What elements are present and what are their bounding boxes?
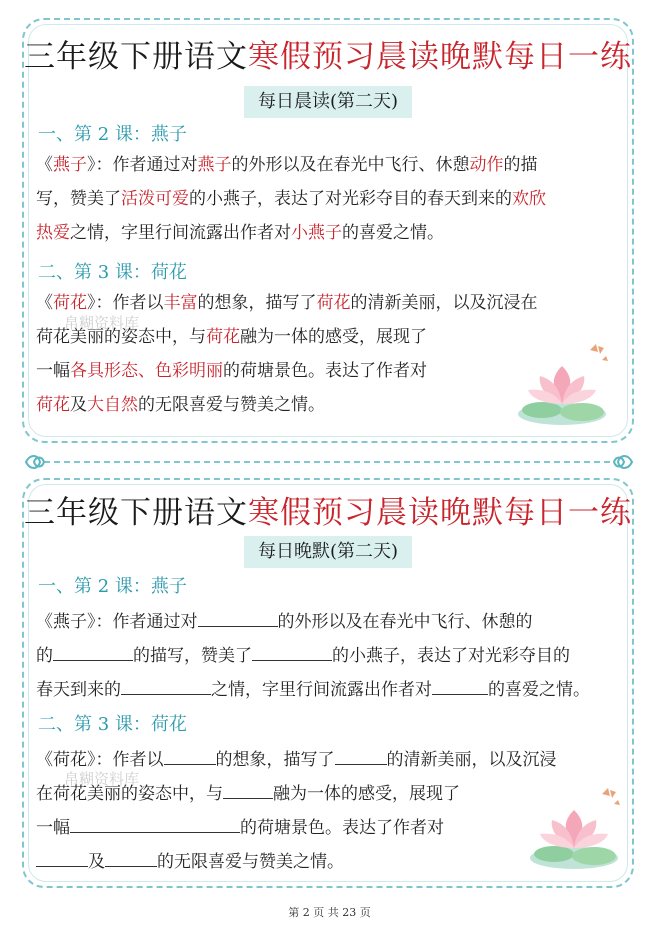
section-divider [22,452,636,472]
evening-dictation-card [22,478,634,888]
title-black-part: 三年级下册语文 [24,495,248,531]
text-segment: 《荷花》：作者以 [36,750,164,770]
subtitle: 每日晨读(第二天) [244,86,412,118]
page-footer: 第 2 页 共 23 页 [288,906,371,919]
text-segment: 的小燕子，表达了对光彩夺目的春天到来的 [189,189,512,209]
text-segment: 的描 [503,155,538,175]
text-segment: 的外形以及在春光中飞行、休憩 [231,155,470,175]
highlighted-keyword: 动作 [469,155,504,175]
fill-in-blank[interactable] [252,638,332,661]
watermark-text: 帛糊资料库 [64,314,140,332]
paragraph-line [36,638,626,672]
text-segment: 》：作者通过对 [87,155,198,175]
text-segment: 之情，字里行间流露出作者对 [211,680,432,700]
text-segment: 的清新美丽，以及沉浸在 [350,293,538,313]
text-segment: 的荷塘景色。表达了作者对 [240,818,444,838]
highlighted-keyword: 荷花 [316,293,351,313]
text-segment: 的小燕子，表达了对光彩夺目的 [332,646,570,666]
text-segment: 《燕子》：作者通过对 [36,612,198,632]
text-segment: 的描写，赞美了 [133,646,252,666]
highlighted-keyword: 燕子 [197,155,232,175]
lesson-2-paragraph [36,148,626,250]
highlighted-keyword: 荷花 [206,327,240,347]
subtitle: 每日晚默(第二天) [244,536,412,568]
text-segment: 的荷塘景色。表达了作者对 [223,361,427,381]
page-title [24,490,632,536]
text-segment: 的喜爱之情。 [342,223,444,243]
highlighted-keyword: 丰富 [163,293,198,313]
fill-in-blank[interactable] [53,638,133,661]
text-segment: 在荷花美丽的姿态中，与 [36,784,223,804]
title-red-part: 寒假预习晨读晚默每日一练 [248,39,632,75]
text-segment: 及 [88,852,105,872]
fill-in-blank[interactable] [223,776,273,799]
text-segment: 的想象，描写了 [215,750,335,770]
subtitle-wrap [24,86,632,118]
lesson-3-heading: 二、第 3 课：荷花 [38,262,187,283]
title-red-part: 寒假预习晨读晚默每日一练 [248,495,632,531]
lesson-2-heading: 一、第 2 课：燕子 [38,576,187,597]
text-segment: 一幅 [36,818,70,838]
highlighted-keyword: 欢欣 [512,189,546,209]
title-black-part: 三年级下册语文 [24,39,248,75]
highlighted-keyword: 热爱 [36,223,70,243]
highlighted-keyword: 荷花 [53,293,87,313]
text-segment: 之情，字里行间流露出作者对 [70,223,291,243]
text-segment: 的无限喜爱与赞美之情。 [138,395,325,415]
text-segment: 融为一体的感受，展现了 [240,327,427,347]
highlighted-keyword: 燕子 [53,155,87,175]
text-segment: 的清新美丽，以及沉浸 [386,750,557,770]
text-segment: 《 [36,155,53,175]
highlighted-keyword: 荷花 [36,395,70,415]
lesson-2-heading: 一、第 2 课：燕子 [38,124,187,145]
page-title [24,34,632,80]
text-segment: 的外形以及在春光中飞行、休憩的 [277,612,533,632]
paragraph-line [36,182,626,216]
paragraph-line [36,604,626,638]
lotus-illustration-icon [524,782,624,872]
text-segment: 及 [70,395,87,415]
highlighted-keyword: 大自然 [87,395,138,415]
watermark-text: 帛糊资料库 [64,770,140,788]
highlighted-keyword: 活泼可爱 [121,189,189,209]
text-segment: 一幅 [36,361,70,381]
text-segment: 的 [36,646,53,666]
highlighted-keyword: 小燕子 [291,223,342,243]
text-segment: 荷花美丽的姿态中，与 [36,327,206,347]
fill-in-blank[interactable] [164,742,216,765]
paragraph-line [36,216,626,250]
paragraph-line [36,148,626,182]
fill-in-blank[interactable] [36,844,88,867]
paragraph-line [36,672,626,706]
fill-in-blank[interactable] [335,742,387,765]
fill-in-blank[interactable] [198,604,278,627]
text-segment: 的无限喜爱与赞美之情。 [157,852,344,872]
highlighted-keyword: 各具形态、色彩明丽 [70,361,223,381]
morning-reading-card [22,18,634,443]
text-segment: 写，赞美了 [36,189,121,209]
lesson-2-paragraph [36,604,626,706]
text-segment: 的喜爱之情。 [488,680,590,700]
lotus-illustration-icon [512,338,612,428]
text-segment: 春天到来的 [36,680,121,700]
fill-in-blank[interactable] [70,810,240,833]
text-segment: 的想象，描写了 [197,293,317,313]
lesson-3-heading: 二、第 3 课：荷花 [38,714,187,735]
text-segment: 》：作者以 [87,293,164,313]
fill-in-blank[interactable] [432,672,488,695]
subtitle-wrap [24,536,632,568]
fill-in-blank[interactable] [105,844,157,867]
fill-in-blank[interactable] [121,672,211,695]
text-segment: 融为一体的感受，展现了 [273,784,460,804]
text-segment: 《 [36,293,53,313]
